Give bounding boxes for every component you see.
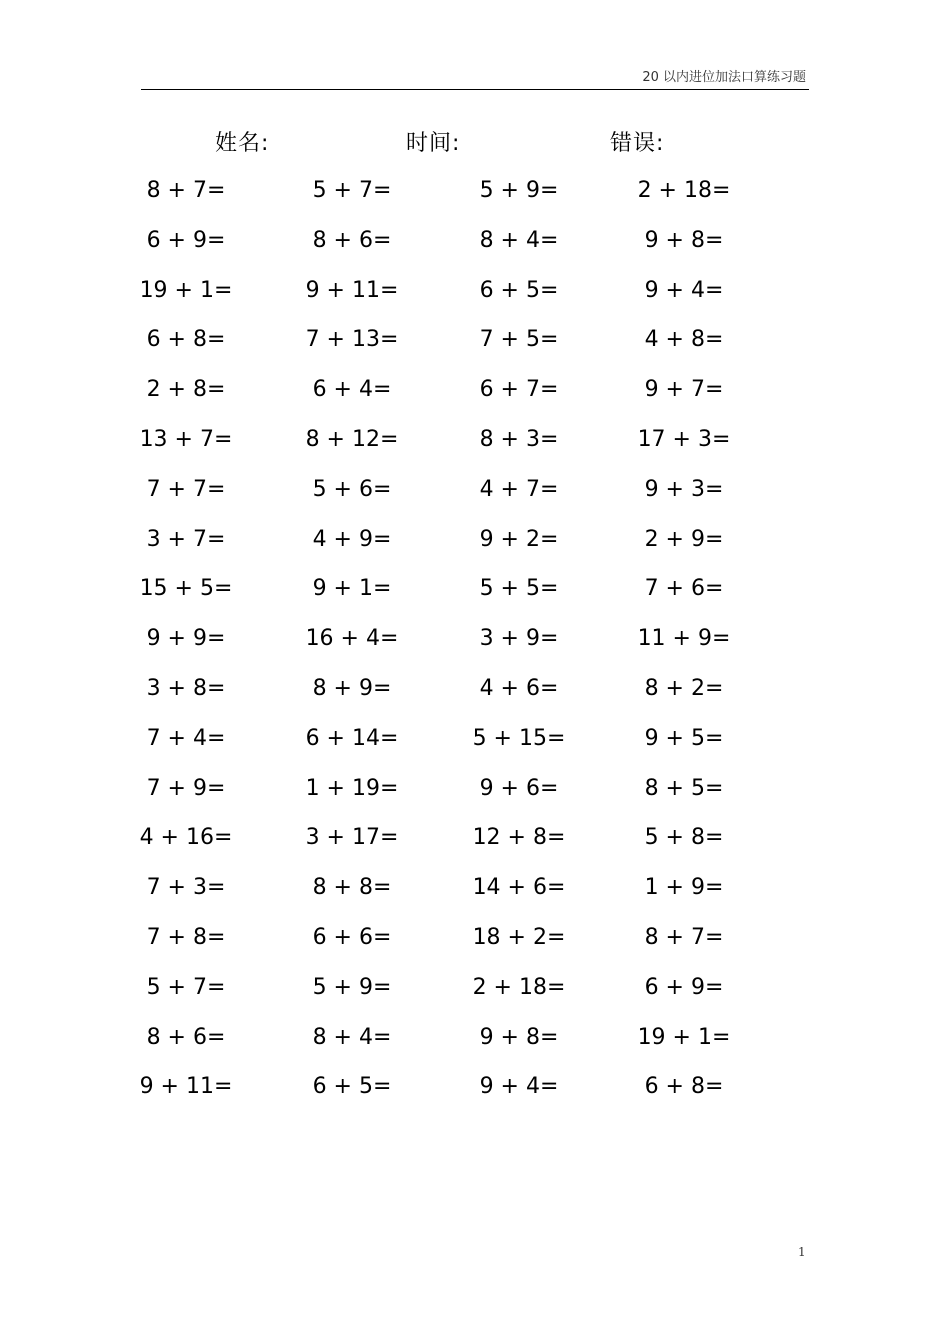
problem-cell: 9 + 2= [479,526,559,552]
problem-row [0,618,950,668]
problem-cell: 6 + 9= [146,227,226,253]
problem-cell: 8 + 7= [644,924,724,950]
problem-cell: 8 + 3= [479,426,559,452]
problem-row [0,270,950,320]
problem-row [0,568,950,618]
problem-cell: 7 + 4= [146,725,226,751]
errors-field-label: 错误: [610,131,665,156]
problem-cell: 5 + 15= [472,725,566,751]
problem-row [0,917,950,967]
problem-grid [0,170,950,1116]
problem-cell: 9 + 3= [644,476,724,502]
problem-cell: 9 + 4= [644,277,724,303]
problem-cell: 6 + 8= [644,1074,724,1100]
problem-cell: 6 + 4= [312,377,392,403]
problem-cell: 11 + 9= [637,626,731,652]
problem-cell: 8 + 12= [305,426,399,452]
problem-cell: 4 + 16= [139,825,233,851]
problem-cell: 9 + 8= [644,227,724,253]
problem-cell: 6 + 5= [479,277,559,303]
problem-cell: 13 + 7= [139,426,233,452]
problem-cell: 7 + 13= [305,327,399,353]
problem-cell: 5 + 9= [479,178,559,203]
problem-cell: 17 + 3= [637,426,731,452]
page-number: 1 [798,1245,806,1259]
problem-cell: 1 + 19= [305,775,399,801]
problem-cell: 8 + 5= [644,775,724,801]
problem-cell: 19 + 1= [139,277,233,303]
problem-cell: 9 + 1= [312,576,392,602]
header-rule [141,89,809,90]
problem-cell: 8 + 6= [146,1024,226,1050]
problem-row [0,419,950,469]
problem-cell: 4 + 7= [479,476,559,502]
problem-cell: 4 + 9= [312,526,392,552]
problem-row [0,469,950,519]
problem-cell: 18 + 2= [472,924,566,950]
problem-row [0,668,950,718]
problem-row [0,867,950,917]
problem-cell: 3 + 8= [146,675,226,701]
problem-row [0,220,950,270]
problem-cell: 2 + 18= [637,178,731,203]
page-header-title: 20 以内进位加法口算练习题 [642,70,806,85]
problem-cell: 8 + 7= [146,178,226,203]
name-field-label: 姓名: [215,131,270,156]
student-info-fields [0,126,950,160]
time-field-label: 时间: [406,131,461,156]
problem-cell: 12 + 8= [472,825,566,851]
problem-cell: 19 + 1= [637,1024,731,1050]
problem-cell: 7 + 3= [146,875,226,901]
problem-cell: 9 + 6= [479,775,559,801]
problem-cell: 5 + 5= [479,576,559,602]
problem-row [0,319,950,369]
problem-cell: 8 + 6= [312,227,392,253]
problem-cell: 6 + 8= [146,327,226,353]
problem-cell: 3 + 9= [479,626,559,652]
problem-cell: 5 + 8= [644,825,724,851]
problem-cell: 9 + 11= [139,1074,233,1100]
problem-row [0,1017,950,1067]
problem-cell: 9 + 9= [146,626,226,652]
problem-cell: 3 + 7= [146,526,226,552]
problem-row [0,1066,950,1116]
problem-cell: 2 + 9= [644,526,724,552]
problem-cell: 9 + 4= [479,1074,559,1100]
problem-cell: 2 + 18= [472,974,566,1000]
problem-cell: 6 + 6= [312,924,392,950]
problem-cell: 5 + 7= [146,974,226,1000]
problem-row [0,170,950,220]
problem-cell: 16 + 4= [305,626,399,652]
problem-cell: 14 + 6= [472,875,566,901]
problem-cell: 7 + 8= [146,924,226,950]
problem-cell: 5 + 7= [312,178,392,203]
problem-row [0,768,950,818]
problem-cell: 8 + 2= [644,675,724,701]
problem-cell: 5 + 9= [312,974,392,1000]
problem-cell: 7 + 6= [644,576,724,602]
problem-cell: 8 + 8= [312,875,392,901]
problem-cell: 7 + 5= [479,327,559,353]
problem-cell: 6 + 14= [305,725,399,751]
problem-cell: 9 + 5= [644,725,724,751]
problem-cell: 3 + 17= [305,825,399,851]
problem-cell: 7 + 9= [146,775,226,801]
problem-cell: 5 + 6= [312,476,392,502]
problem-cell: 8 + 4= [312,1024,392,1050]
problem-cell: 9 + 7= [644,377,724,403]
problem-cell: 6 + 5= [312,1074,392,1100]
problem-cell: 9 + 11= [305,277,399,303]
problem-cell: 8 + 4= [479,227,559,253]
problem-cell: 2 + 8= [146,377,226,403]
problem-cell: 1 + 9= [644,875,724,901]
problem-cell: 6 + 9= [644,974,724,1000]
problem-cell: 4 + 6= [479,675,559,701]
problem-row [0,967,950,1017]
problem-cell: 15 + 5= [139,576,233,602]
problem-row [0,718,950,768]
problem-cell: 8 + 9= [312,675,392,701]
problem-cell: 7 + 7= [146,476,226,502]
problem-cell: 4 + 8= [644,327,724,353]
problem-row [0,519,950,569]
problem-cell: 6 + 7= [479,377,559,403]
problem-cell: 9 + 8= [479,1024,559,1050]
problem-row [0,369,950,419]
problem-row [0,817,950,867]
